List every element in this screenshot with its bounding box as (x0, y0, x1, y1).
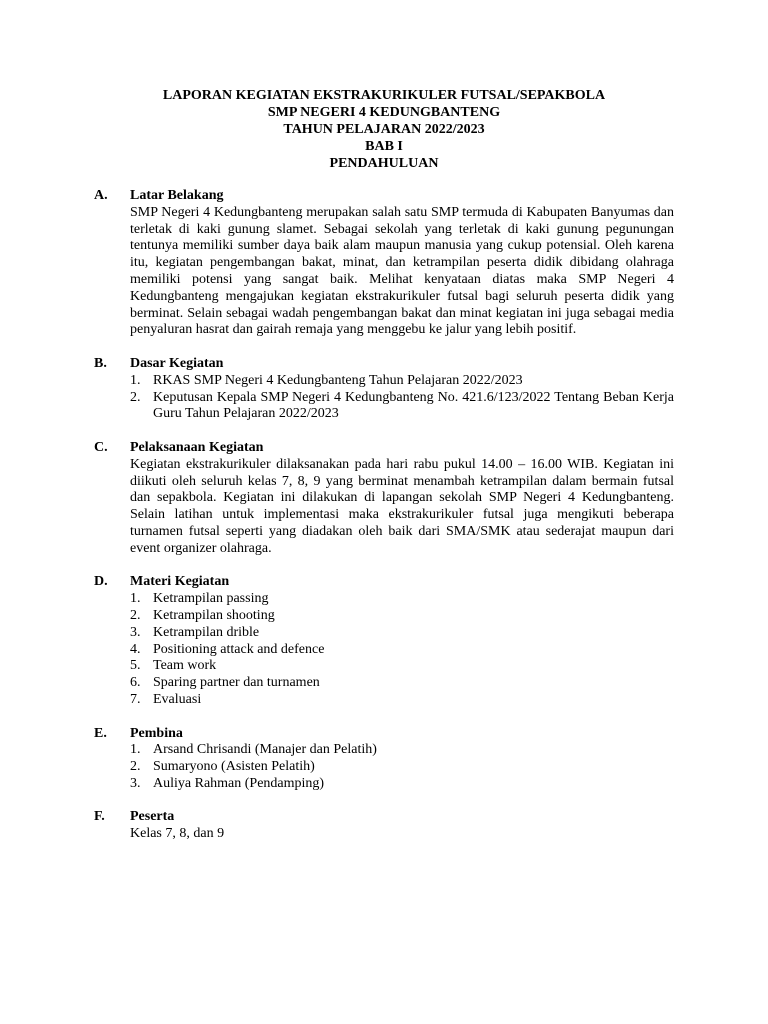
list-item (130, 642, 674, 659)
list-item-text: Ketrampilan shooting (153, 607, 275, 623)
numbered-list (130, 742, 674, 792)
list-number: 2. (130, 759, 141, 775)
list-item (130, 390, 674, 424)
list-item-text: Sparing partner dan turnamen (153, 675, 320, 691)
list-item (130, 759, 674, 776)
list-item (130, 675, 674, 692)
section-dasar-kegiatan (94, 356, 674, 423)
list-number: 6. (130, 675, 141, 691)
section-title: Peserta (130, 809, 175, 825)
section-letter: B. (94, 355, 107, 371)
list-number: 3. (130, 775, 141, 791)
section-letter: F. (94, 809, 105, 825)
school-name: SMP NEGERI 4 KEDUNGBANTENG (267, 105, 501, 120)
academic-year: TAHUN PELAJARAN 2022/2023 (283, 122, 485, 137)
list-item-text: RKAS SMP Negeri 4 Kedungbanteng Tahun Pelajaran 2022/2023 (153, 372, 523, 388)
list-item-text: Auliya Rahman (Pendamping) (153, 775, 325, 791)
list-item-text: Team work (153, 658, 217, 674)
list-number: 1. (130, 742, 141, 758)
list-number: 1. (130, 372, 141, 388)
document-header (90, 87, 678, 172)
list-item-text: Evaluasi (153, 691, 202, 707)
chapter-title: PENDAHULUAN (329, 156, 439, 171)
section-title: Pelaksanaan Kegiatan (130, 439, 264, 455)
list-item-text: Arsand Chrisandi (Manajer dan Pelatih) (153, 742, 377, 758)
document-body (94, 188, 674, 860)
list-item-text: Keputusan Kepala SMP Negeri 4 Kedungbanteng No. 421.6/123/2022 Tentang Beban Kerja Guru Tahun Pelajaran 2022/2023 (153, 389, 674, 422)
section-letter: C. (94, 439, 108, 455)
section-title: Materi Kegiatan (130, 574, 230, 590)
list-number: 7. (130, 691, 141, 707)
section-title: Dasar Kegiatan (130, 355, 224, 371)
section-pelaksanaan-kegiatan (94, 440, 674, 558)
numbered-list (130, 591, 674, 709)
list-number: 1. (130, 591, 141, 607)
list-item (130, 742, 674, 759)
list-item (130, 608, 674, 625)
list-number: 2. (130, 607, 141, 623)
list-item (130, 625, 674, 642)
section-paragraph: SMP Negeri 4 Kedungbanteng merupakan salah satu SMP termuda di Kabupaten Banyumas dan terletak di kaki gunung slamet. Sebagai sekolah yang terletak di kaki gunung pegunungan tentunya memiliki sumber daya baik alam maupun manusia yang cukup potensial. Oleh karena itu, kegiatan pengembangan bakat, minat, dan ketrampilan peserta didik dibidang olahraga memiliki potensi yang sangat baik. Melihat kenyataan diatas maka SMP Negeri 4 Kedungbanteng mengajukan kegiatan ekstrakurikuler futsal bagi seluruh peserta didik yang berminat. Selain sebagai wadah pengembangan bakat dan minat kegiatan ini juga sebagai media penyaluran hasrat dan gairah remaja yang menggebu ke jalur yang lebih positif. (130, 204, 674, 338)
chapter-number: BAB I (365, 139, 403, 154)
numbered-list (130, 373, 674, 423)
list-item (130, 776, 674, 793)
list-number: 4. (130, 641, 141, 657)
list-item (130, 692, 674, 709)
list-number: 2. (130, 389, 141, 405)
section-letter: D. (94, 574, 108, 590)
list-item-text: Positioning attack and defence (153, 641, 325, 657)
section-letter: E. (94, 725, 107, 741)
section-materi-kegiatan (94, 574, 674, 708)
list-item (130, 591, 674, 608)
list-item (130, 658, 674, 675)
list-number: 3. (130, 624, 141, 640)
section-paragraph: Kegiatan ekstrakurikuler dilaksanakan pada hari rabu pukul 14.00 – 16.00 WIB. Kegiatan ini diikuti oleh seluruh kelas 7, 8, 9 yang berminat menambah ketrampilan dalam bermain futsal dan sepakbola. Kegiatan ini dilakukan di lapangan sekolah SMP Negeri 4 Kedungbanteng. Selain latihan untuk implementasi maka ekstrakurikuler futsal juga mengikuti beberapa turnamen futsal seperti yang diadakan oleh baik dari SMA/SMK atau sederajat maupun dari event organizer olahraga. (130, 456, 674, 556)
list-item (130, 373, 674, 390)
section-peserta (94, 809, 674, 843)
section-letter: A. (94, 188, 108, 203)
list-item-text: Ketrampilan passing (153, 591, 269, 607)
list-item-text: Ketrampilan drible (153, 624, 260, 640)
section-pembina (94, 726, 674, 793)
list-item-text: Sumaryono (Asisten Pelatih) (153, 759, 315, 775)
list-number: 5. (130, 658, 141, 674)
section-paragraph: Kelas 7, 8, dan 9 (130, 826, 225, 842)
section-title: Latar Belakang (130, 188, 224, 203)
section-title: Pembina (130, 725, 183, 741)
report-title: LAPORAN KEGIATAN EKSTRAKURIKULER FUTSAL/SEPAKBOLA (162, 88, 606, 103)
section-latar-belakang (94, 188, 674, 339)
